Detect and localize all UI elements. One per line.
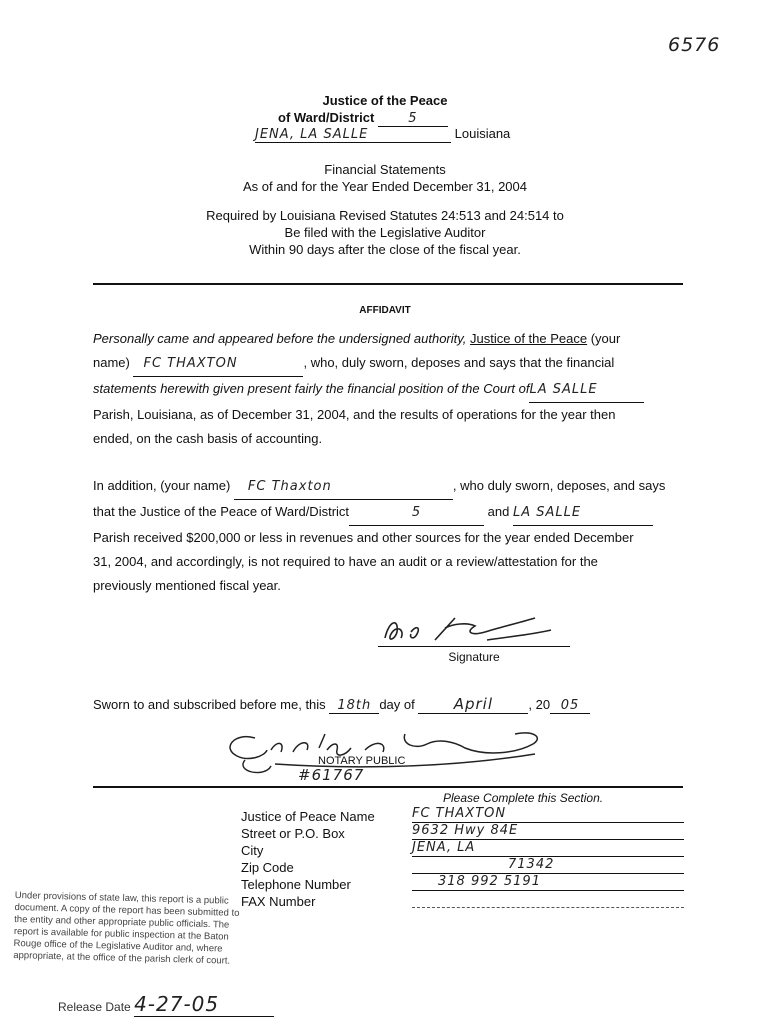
notary-label: NOTARY PUBLIC (318, 755, 406, 767)
parish-value: LA SALLE (529, 378, 644, 403)
disclaimer-line-6: appropriate, at the office of the parish clerk of court. (13, 949, 231, 967)
field-label-jp-name: Justice of Peace Name (241, 809, 375, 824)
divider-bottom (93, 786, 683, 788)
field-value-jp-name[interactable]: FC THAXTON (412, 806, 684, 823)
disclaimer (13, 890, 315, 970)
sworn-day: 18th (329, 698, 379, 714)
handwritten-signature (375, 610, 565, 650)
req-line-2: Be filed with the Legislative Auditor (284, 225, 486, 240)
release-value: 4-27-05 (134, 992, 274, 1017)
release-label: Release Date (58, 1000, 131, 1014)
p1-c: name) (93, 355, 130, 370)
req-line-3: Within 90 days after the close of the fiscal year. (249, 242, 521, 257)
field-label-street: Street or P.O. Box (241, 826, 345, 841)
p2-b: , who duly sworn, deposes, and says (452, 478, 666, 493)
req-line-1: Required by Louisiana Revised Statutes 24:513 and 24:514 to (206, 208, 564, 223)
p2-parish: LA SALLE (513, 501, 653, 526)
p1-g: ended, on the cash basis of accounting. (93, 431, 323, 446)
ward-value: 5 (378, 111, 448, 127)
p2-name: FC Thaxton (234, 475, 453, 500)
p1-b: (your (587, 331, 621, 346)
header-title: Justice of the Peace (322, 93, 448, 108)
sworn-text-a: Sworn to and subscribed before me, this (93, 697, 326, 712)
p2-e: 31, 2004, and accordingly, is not required to have an audit or a review/attestation for the (93, 554, 598, 569)
affiant-name: FC THAXTON (133, 352, 303, 377)
p1-d: , who, duly sworn, deposes and says that the financial (303, 355, 615, 370)
affidavit-title: AFFIDAVIT (359, 305, 411, 316)
fin-line-2: As of and for the Year Ended December 31, 2004 (242, 179, 528, 194)
disclaimer-line-1: Under provisions of state law, this report is a public (14, 890, 229, 907)
ward-label: of Ward/District (278, 110, 375, 125)
p2-f: previously mentioned fiscal year. (93, 578, 281, 593)
stamp-number: 6576 (668, 34, 721, 56)
p2-a: In addition, (your name) (93, 478, 231, 493)
complete-heading: Please Complete this Section. (443, 791, 604, 805)
signature-label: Signature (448, 650, 500, 664)
field-label-fax: FAX Number (241, 894, 316, 909)
p2-ward: 5 (349, 501, 484, 526)
disclaimer-line-4: report is available for public inspection at the Baton (13, 925, 229, 943)
disclaimer-line-5: Rouge office of the Legislative Auditor and, where (13, 937, 223, 955)
field-value-phone[interactable] (412, 874, 684, 891)
p1-a: Personally came and appeared before the undersigned authority, (93, 331, 471, 346)
field-value-zip[interactable] (412, 857, 684, 874)
state-label: Louisiana (454, 126, 511, 141)
sworn-month: April (418, 695, 528, 714)
p1-e: statements herewith given present fairly the financial position of the Court of (93, 381, 530, 396)
p1-f: Parish, Louisiana, as of December 31, 2004, and the results of operations for the year then (93, 407, 616, 422)
p1-jp: Justice of the Peace (470, 331, 588, 346)
field-label-city: City (241, 843, 264, 858)
sworn-text-b: day of (379, 697, 415, 712)
fin-line-1: Financial Statements (324, 162, 446, 177)
p2-d: Parish received $200,000 or less in revenues and other sources for the year ended December (93, 530, 634, 545)
field-label-phone: Telephone Number (241, 877, 351, 892)
p2-c: that the Justice of the Peace of Ward/District (93, 504, 350, 519)
location-value: JENA, LA SALLE (255, 127, 451, 143)
field-label-zip: Zip Code (241, 860, 294, 875)
phone-text: 318 992 5191 (438, 874, 541, 889)
divider-top (93, 283, 683, 285)
sworn-text-c: , 20 (528, 697, 551, 712)
disclaimer-line-2: document. A copy of the report has been submitted to (14, 901, 240, 919)
field-value-fax[interactable] (412, 891, 684, 908)
notary-number: #61767 (298, 766, 365, 784)
disclaimer-line-3: the entity and other appropriate public officials. The (14, 913, 230, 931)
signature-line (378, 646, 570, 647)
sworn-year: 05 (550, 698, 590, 714)
zip-text: 71342 (508, 857, 555, 872)
field-value-street[interactable]: 9632 Hwy 84E (412, 823, 684, 840)
field-value-city[interactable]: JENA, LA (412, 840, 684, 857)
p2-and: and (487, 504, 510, 519)
notary-signature (215, 720, 555, 780)
